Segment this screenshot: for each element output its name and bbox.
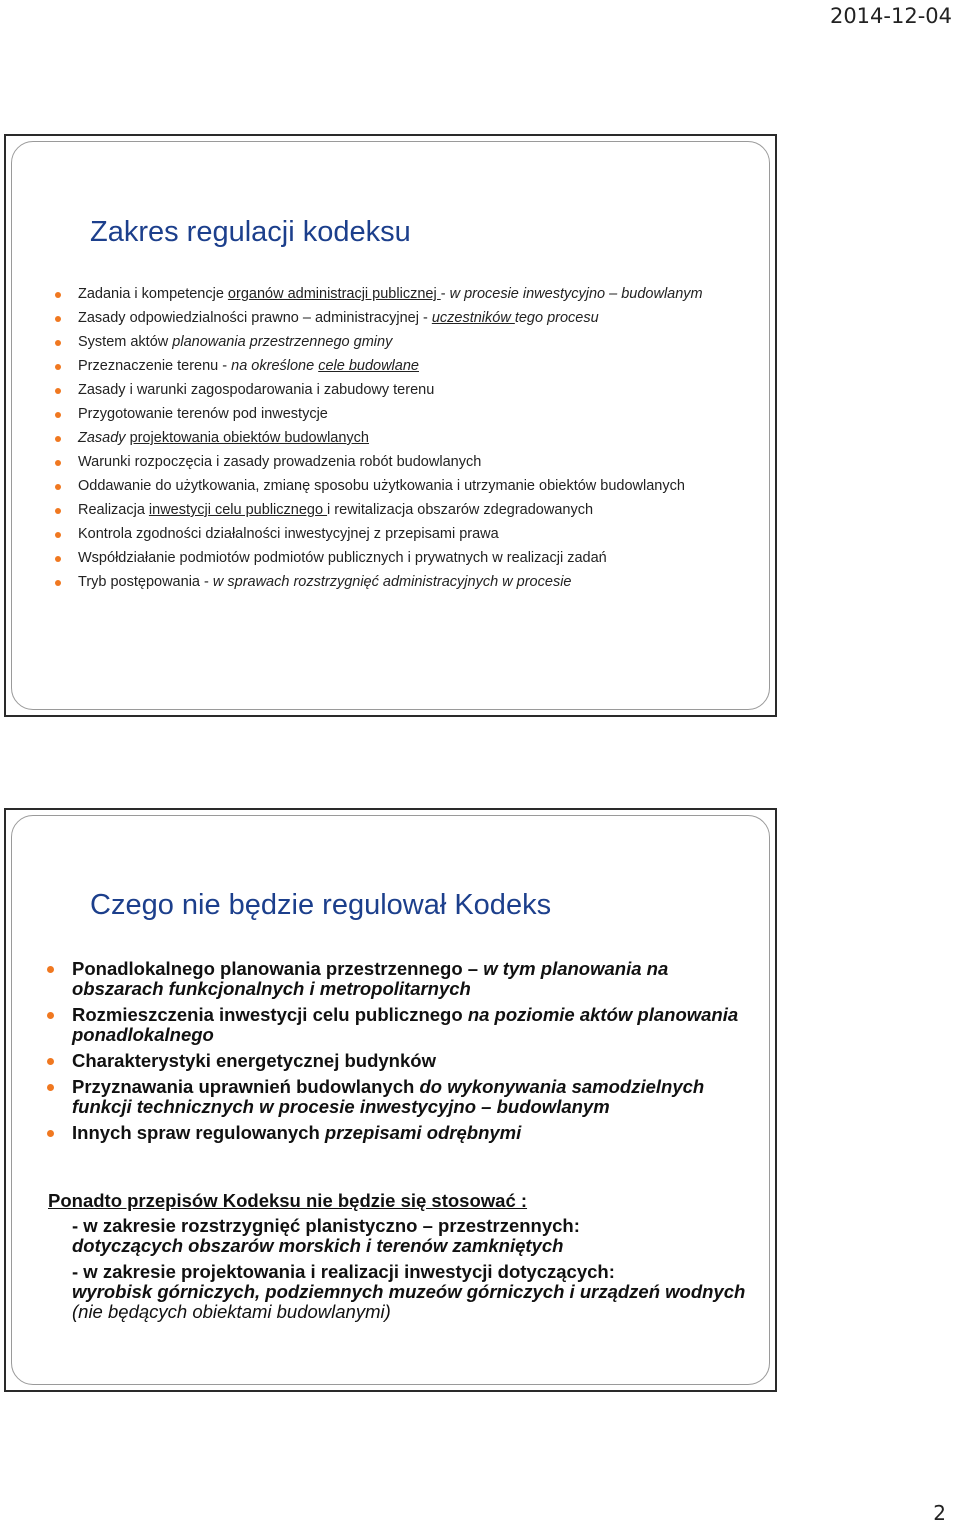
slide-czego-nie-reguluje <box>4 808 777 1392</box>
slide-zakres-regulacji <box>4 134 777 717</box>
list-item: Realizacja inwestycji celu publicznego i rewitalizacja obszarów zdegradowanych <box>78 502 746 519</box>
list-item: Przygotowanie terenów pod inwestycje <box>78 406 746 423</box>
list-item: Zasady i warunki zagospodarowania i zabudowy terenu <box>78 382 746 399</box>
exclusion-projektowanie: - w zakresie projektowania i realizacji inwestycji dotyczących: wyrobisk górniczych, podziemnych muzeów górniczych i urządzeń wodnych (nie będących obiektami budowlanymi) <box>72 1261 746 1322</box>
section-heading-ponadto: Ponadto przepisów Kodeksu nie będzie się stosować : <box>48 1190 528 1211</box>
list-item: Zasady projektowania obiektów budowlanych <box>78 430 746 447</box>
list-item: Warunki rozpoczęcia i zasady prowadzenia robót budowlanych <box>78 454 746 471</box>
slide-title: Czego nie będzie regulował Kodeks <box>90 889 552 921</box>
exclusion-planistyczne: - w zakresie rozstrzygnięć planistyczno – przestrzennych: dotyczących obszarów morskich i terenów zamkniętych <box>72 1215 580 1256</box>
bullet-list <box>72 959 742 1149</box>
list-item: System aktów planowania przestrzennego gminy <box>78 334 746 351</box>
page-number: 2 <box>933 1501 946 1525</box>
list-item: Zadania i kompetencje organów administracji publicznej - w procesie inwestycyjno – budowlanym <box>78 286 746 303</box>
header-date: 2014-12-04 <box>829 4 952 28</box>
list-item: Charakterystyki energetycznej budynków <box>72 1051 742 1071</box>
list-item: Tryb postępowania - w sprawach rozstrzygnięć administracyjnych w procesie <box>78 574 746 591</box>
list-item: Kontrola zgodności działalności inwestycyjnej z przepisami prawa <box>78 526 746 543</box>
list-item: Współdziałanie podmiotów podmiotów publicznych i prywatnych w realizacji zadań <box>78 550 746 567</box>
list-item: Ponadlokalnego planowania przestrzennego – w tym planowania na obszarach funkcjonalnych i metropolitarnych <box>72 959 742 999</box>
list-item: Oddawanie do użytkowania, zmianę sposobu użytkowania i utrzymanie obiektów budowlanych <box>78 478 746 495</box>
list-item: Przyznawania uprawnień budowlanych do wykonywania samodzielnych funkcji technicznych w procesie inwestycyjno – budowlanym <box>72 1077 742 1117</box>
list-item: Rozmieszczenia inwestycji celu publicznego na poziomie aktów planowania ponadlokalnego <box>72 1005 742 1045</box>
slide-title: Zakres regulacji kodeksu <box>90 216 411 248</box>
list-item: Przeznaczenie terenu - na określone cele budowlane <box>78 358 746 375</box>
list-item: Innych spraw regulowanych przepisami odrębnymi <box>72 1123 742 1143</box>
list-item: Zasady odpowiedzialności prawno – administracyjnej - uczestników tego procesu <box>78 310 746 327</box>
bullet-list <box>78 286 746 598</box>
